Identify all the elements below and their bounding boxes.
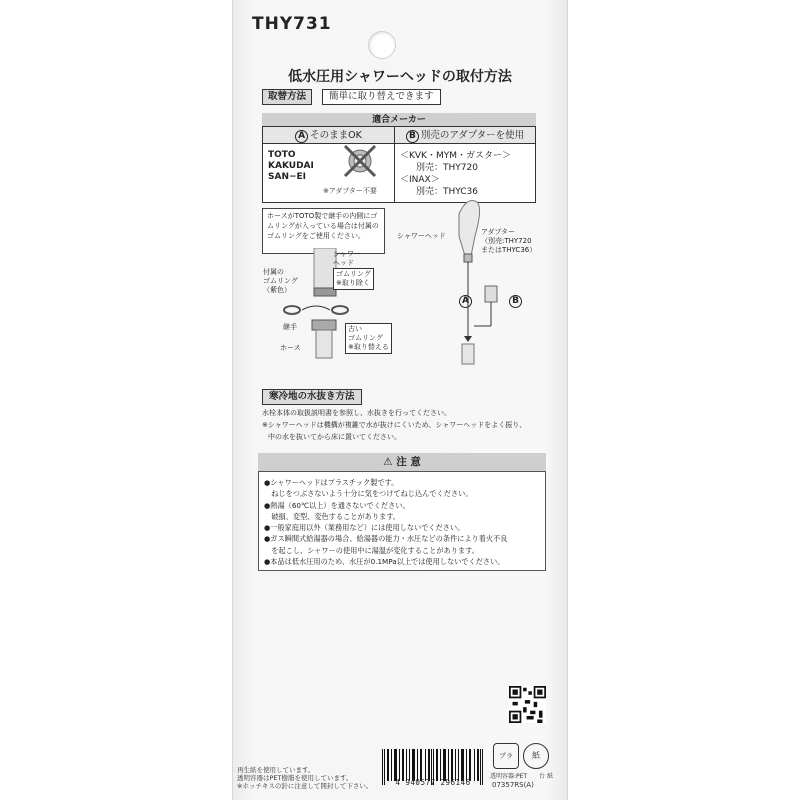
old-ring-line3: ※取り替える — [348, 343, 389, 351]
column-a-label: そのままOK — [310, 130, 362, 141]
cold-region-text — [262, 407, 552, 443]
caution-item: ●ガス瞬間式給湯器の場合、給湯器の能力・水圧などの条件により着火不良 — [264, 534, 508, 544]
maker-inax-part: 別売：THYC36 — [416, 187, 479, 197]
adapter-line2: （別売:THY720 — [481, 237, 532, 245]
adapter-diagram — [445, 196, 535, 376]
adapter-line3: またはTHYC36） — [481, 246, 537, 254]
route-a-letter: A — [459, 295, 472, 308]
product-code: 07357RS(A) — [492, 781, 534, 789]
maker-column-a-header — [263, 127, 394, 144]
recycle-line1: 再生紙を使用しています。 — [237, 766, 315, 774]
warning-icon: ⚠ — [383, 456, 393, 468]
caution-item: ●一般家庭用以外（業務用など）には使用しないでください。 — [264, 523, 465, 533]
included-ring-line1: 付属の — [263, 268, 284, 276]
hang-hole — [368, 31, 396, 59]
cold-line1: 水栓本体の取扱説明書を参照し、水抜きを行ってください。 — [262, 409, 451, 417]
adapter-label — [481, 228, 536, 255]
included-ring-label — [263, 268, 298, 295]
adapter-line1: アダプター — [481, 228, 516, 236]
maker-inax-line: ＜INAX＞ — [400, 175, 440, 185]
old-ring-line1: 古い — [348, 325, 362, 333]
adapter-not-needed-note: ※アダプター不要 — [323, 187, 377, 195]
rubber-ring-remove-line1: ゴムリング — [336, 270, 371, 278]
maker-kvk-line: ＜KVK・MYM・ガスター＞ — [400, 151, 511, 161]
shower-head-label: シャワーヘッド — [397, 232, 446, 240]
rubber-ring-remove-line2: ※取り除く — [336, 279, 370, 287]
paper-recycle-mark: 紙 — [523, 743, 549, 769]
caution-item: ●シャワーヘッドはプラスチック製です。 — [264, 478, 399, 487]
caution-header — [258, 453, 546, 472]
mark-label-paper: 台 紙 — [539, 773, 553, 780]
makers-list-b — [400, 150, 511, 198]
maker-column-b-header — [395, 127, 535, 144]
hose-label: ホース — [280, 344, 301, 352]
model-number: THY731 — [252, 14, 332, 34]
rubber-ring-remove-label — [333, 268, 374, 290]
maker-kakudai: KAKUDAI — [268, 161, 314, 171]
caution-item: ●本品は低水圧用のため、水圧が0.1MPa以上では使用しないでください。 — [264, 557, 505, 567]
maker-kvk-part: 別売：THY720 — [416, 163, 478, 173]
barcode-number: 4 940577 296146 — [395, 778, 471, 787]
cold-region-title: 寒冷地の水抜き方法 — [262, 389, 362, 405]
caution-item: ねじをつぶさないよう十分に気をつけてねじ込んでください。 — [264, 489, 473, 499]
install-method-description: 簡単に取り替えできます — [322, 89, 441, 105]
route-a-badge — [459, 288, 474, 308]
route-b-badge — [509, 288, 524, 308]
qr-code — [509, 686, 546, 723]
page-title: 低水圧用シャワーヘッドの取付方法 — [288, 69, 512, 85]
joint-label: 継手 — [283, 323, 297, 331]
included-ring-line2: ゴムリング — [263, 277, 298, 285]
recycle-line2: 透明容器はPET樹脂を使用しています。 — [237, 774, 353, 782]
maker-san-ei: SAN−EI — [268, 172, 307, 182]
cold-line2: ※シャワーヘッドは機構が複雑で水が抜けにくいため、シャワーヘッドをよく振り、 — [262, 421, 527, 429]
letter-b-badge: B — [406, 130, 419, 143]
caution-item: 破損、変型、変色することがあります。 — [264, 511, 400, 521]
caution-list — [264, 477, 544, 567]
install-method-tag: 取替方法 — [262, 89, 312, 105]
recycle-note — [237, 766, 372, 790]
old-ring-line2: ゴムリング — [348, 334, 383, 342]
included-ring-line3: （紫色） — [263, 286, 291, 294]
cold-line3: 中の水を抜いてから床に置いてください。 — [268, 433, 401, 441]
makers-list-a — [268, 150, 314, 183]
caution-title: 注 意 — [396, 456, 421, 468]
maker-table-header: 適合メーカー — [262, 113, 536, 127]
maker-toto: TOTO — [268, 150, 296, 160]
mark-label-pet: 透明容器:PET — [490, 773, 528, 780]
letter-a-badge: A — [295, 130, 308, 143]
maker-table-divider — [394, 127, 395, 203]
recycle-mark-labels — [490, 771, 553, 780]
caution-item: を起こし、シャワーの使用中に湯温が変化することがあります。 — [264, 545, 479, 555]
toto-hose-note: ホースがTOTO製で継手の内側にゴムリングが入っている場合は付属のゴムリングをご使用ください。 — [262, 208, 385, 254]
plastic-recycle-mark: プラ — [493, 743, 519, 769]
route-b-letter: B — [509, 295, 522, 308]
old-ring-label — [345, 323, 392, 354]
column-b-label: 別売のアダプターを使用 — [420, 130, 525, 141]
no-adapter-icon — [340, 143, 380, 183]
recycle-line3: ※ホッチキスの針に注意して開封して下さい。 — [237, 782, 373, 790]
shower-head-label-small: シャワー ヘッド — [333, 250, 361, 267]
caution-item: ●熱湯（60℃以上）を通さないでください。 — [264, 500, 410, 510]
